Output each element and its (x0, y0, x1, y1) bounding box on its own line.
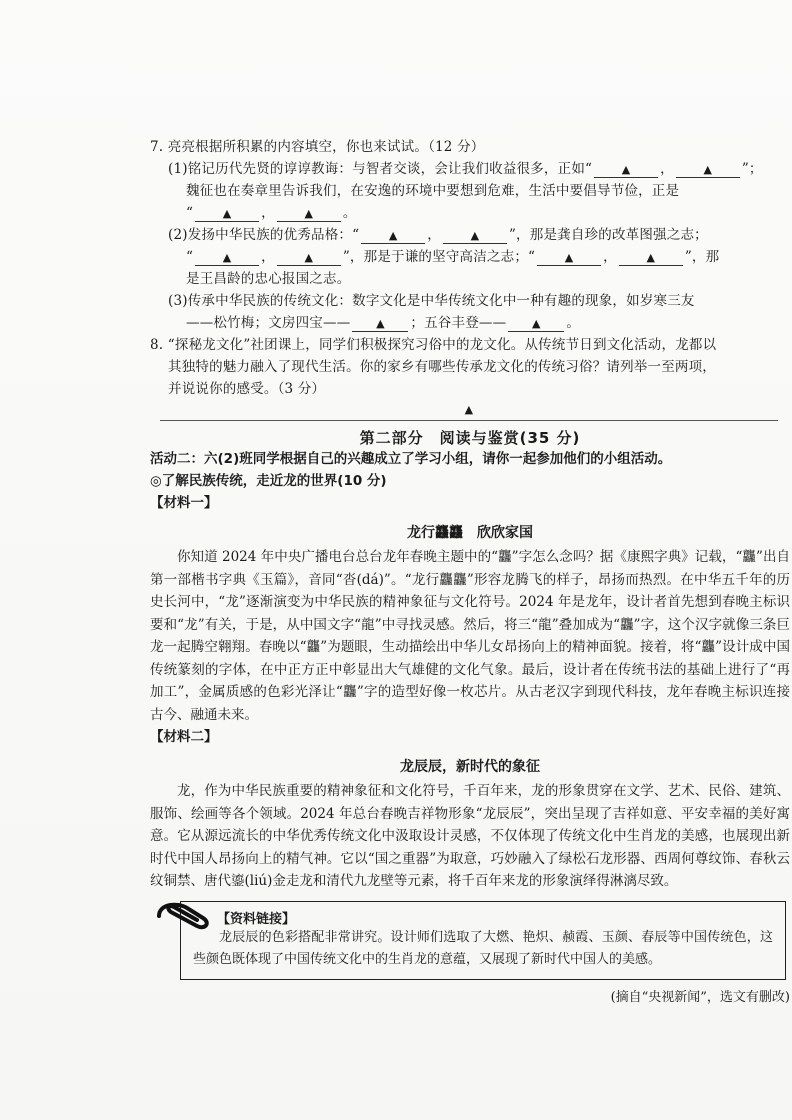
q7-item-2-line-2: “ ▲ ， ▲ ”，那是于谦的坚守高洁之志；“ ▲ ， ▲ ”，那 (186, 249, 720, 265)
resource-link-box (180, 901, 786, 980)
answer-blank[interactable]: ▲ (537, 251, 601, 266)
q7-item-1-line-1: (1)铭记历代先贤的谆谆教诲：与智者交谈，会让我们收益很多，正如“ ▲ ， ▲ ”； (168, 161, 763, 177)
section-heading: ◎了解民族传统，走近龙的世界(10 分) (150, 473, 387, 489)
answer-blank[interactable]: ▲ (443, 229, 507, 244)
answer-blank[interactable]: ▲ (195, 207, 259, 222)
paperclip-icon (153, 896, 217, 930)
q7-item-2-line-1: (2)发扬中华民族的优秀品格：“ ▲ ， ▲ ”，那是龚自珍的改革图强之志； (168, 227, 708, 243)
q8-line-1: 8. “探秘龙文化”社团课上，同学们积极探究习俗中的龙文化。从传统节日到文化活动，龙都以 (150, 337, 717, 353)
answer-blank[interactable]: ▲ (594, 163, 658, 178)
q7-heading: 7. 亮亮根据所积累的内容填空，你也来试试。（12 分） (150, 139, 485, 155)
q8-line-2: 其独特的魅力融入了现代生活。你的家乡有哪些传承龙文化的传统习俗？请列举一至两项， (168, 359, 716, 375)
q7-item-2-line-3: 是王昌龄的忠心报国之志。 (186, 271, 351, 287)
material-1-title: 龙行龘龘 欣欣家国 (407, 525, 533, 541)
answer-blank[interactable]: ▲ (195, 251, 259, 266)
material-1-text: 你知道 2024 年中央广播电台总台龙年春晚主题中的“龘”字怎么念吗？据《康熙字典》记载，“龘”出自第一部楷书字典《玉篇》，音同“沓(dá)”。“龙行龘龘”形容龙腾飞的样子，昂扬而热烈。在中华五千年的历史长河中，“龙”逐渐演变为中华民族的精神象征与文化符号。2024 年是龙年，设计者首先想到春晚主标识要和“龙”有关，于是，从中国文字“龍”中寻找灵感。然后，将三“龍”叠加成为“龘”字，这个汉字就像三条巨龙一起腾空翱翔。春晚以“龘”为题眼，生动描绘出中华儿女昂扬向上的精神面貌。接着，将“龘”设计成中国传统篆刻的字体，在中正方正中彰显出大气雄健的文化气象。最后，设计者在传统书法的基础上进行了“再加工”，金属质感的色彩光泽让“龘”字的造型好像一枚芯片。从古老汉字到现代科技，龙年春晚主标识连接古今、融通未来。 (150, 549, 790, 723)
material-2-label: 【材料二】 (150, 729, 218, 745)
material-1-label: 【材料一】 (150, 495, 218, 511)
answer-blank[interactable]: ▲ (277, 251, 341, 266)
question-8 (150, 334, 790, 421)
answer-blank[interactable]: ▲ (619, 251, 683, 266)
answer-blank[interactable]: ▲ (277, 207, 341, 222)
q7-item-3-line-2: ——松竹梅；文房四宝—— ▲ ；五谷丰登—— ▲ 。 (186, 315, 581, 331)
question-7 (150, 136, 790, 334)
material-2-title: 龙辰辰，新时代的象征 (400, 759, 540, 775)
q7-item-1-line-2: 魏征也在奏章里告诉我们，在安逸的环境中要想到危难，生活中要倡导节俭，正是 (186, 183, 680, 199)
q8-answer-line[interactable]: ▲ (160, 404, 778, 421)
part-2-title: 第二部分 阅读与鉴赏(35 分) (359, 429, 581, 447)
resource-link-label: 【资料链接】 (217, 911, 296, 927)
material-2-text: 龙，作为中华民族重要的精神象征和文化符号，千百年来，龙的形象贯穿在文学、艺术、民俗、建筑、服饰、绘画等各个领域。2024 年总台春晚吉祥物形象“龙辰辰”，突出呈现了吉祥如意、平安幸福的美好寓意。它从源远流长的中华优秀传统文化中汲取设计灵感，不仅体现了传统文化中生肖龙的美感，也展现出新时代中国人昂扬向上的精气神。它以“国之重器”为取意，巧妙融入了绿松石龙形器、西周何尊纹饰、春秋云纹铜禁、唐代鎏(liú)金走龙和清代九龙壁等元素，将千百年来龙的形象演绎得淋漓尽致。 (150, 783, 790, 889)
q7-item-3-line-1: (3)传承中华民族的传统文化：数字文化是中华传统文化中一种有趣的现象，如岁寒三友 (168, 293, 695, 309)
answer-blank[interactable]: ▲ (676, 163, 740, 178)
answer-blank[interactable]: ▲ (352, 317, 408, 332)
source-note: (摘自“央视新闻”，选文有删改) (610, 989, 790, 1005)
q7-item-1-line-3: “ ▲ ， ▲ 。 (186, 205, 357, 221)
answer-blank[interactable]: ▲ (361, 229, 425, 244)
page-content (150, 136, 790, 1005)
activity-2-instruction: 活动二：六(2)班同学根据自己的兴趣成立了学习小组，请你一起参加他们的小组活动。 (150, 451, 672, 467)
q8-line-3: 并说说你的感受。（3 分） (168, 381, 326, 397)
resource-link-text: 龙辰辰的色彩搭配非常讲究。设计师们选取了大燃、艳炽、赪霞、玉颜、春辰等中国传统色，这些颜色既体现了中国传统文化中的生肖龙的意蕴，又展现了新时代中国人的美感。 (193, 929, 773, 967)
answer-blank[interactable]: ▲ (508, 317, 564, 332)
